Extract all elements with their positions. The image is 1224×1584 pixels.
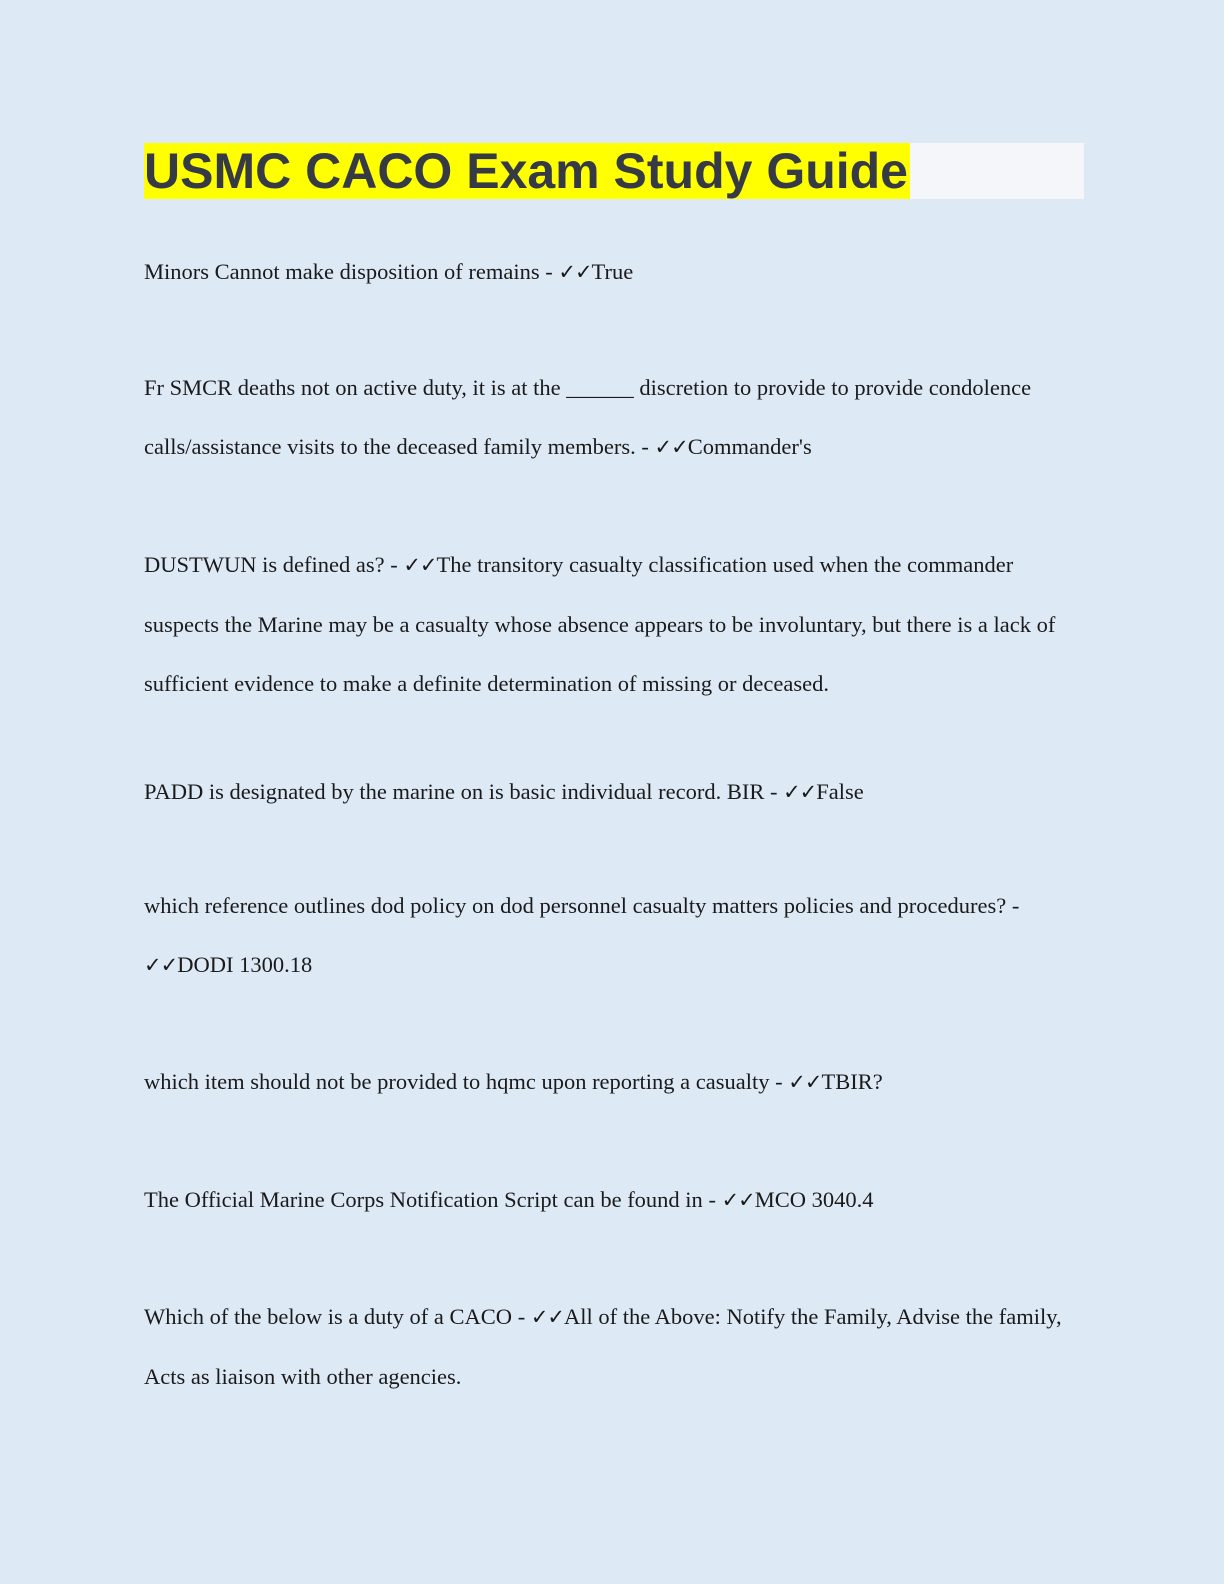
answer-text: TBIR? [821, 1069, 883, 1094]
qa-item [144, 242, 1084, 302]
check-mark-icon: ✓✓ [403, 553, 437, 577]
question-text: Minors Cannot make disposition of remains [144, 259, 540, 284]
qa-item [144, 876, 1084, 995]
separator: - [384, 552, 404, 577]
question-text: Which of the below is a duty of a CACO [144, 1304, 513, 1329]
answer-text: All of the Above: Notify the Family, Advise the family, Acts as liaison with other agencies. [144, 1304, 1062, 1389]
question-text: The Official Marine Corps Notification Script can be found in [144, 1187, 703, 1212]
check-mark-icon: ✓✓ [721, 1188, 755, 1212]
check-mark-icon: ✓✓ [558, 260, 592, 284]
separator: - [702, 1187, 722, 1212]
check-mark-icon: ✓✓ [788, 1070, 822, 1094]
qa-item [144, 1287, 1084, 1406]
question-text: DUSTWUN is defined as? [144, 552, 385, 577]
check-mark-icon: ✓✓ [783, 780, 817, 804]
answer-text: True [591, 259, 634, 284]
question-text: which item should not be provided to hqmc upon reporting a casualty [144, 1069, 770, 1094]
answer-text: DODI 1300.18 [177, 952, 313, 977]
separator: - [769, 1069, 789, 1094]
document-title: USMC CACO Exam Study Guide [144, 143, 908, 199]
answer-text: Commander's [687, 434, 812, 459]
answer-text: The transitory casualty classification used when the commander suspects the Marine may be a casualty whose absence appears to be involuntary, but there is a lack of sufficient evidence to make a definite determination of missing or deceased. [144, 552, 1056, 696]
separator: - [512, 1304, 531, 1329]
separator: - [635, 434, 655, 459]
qa-item [144, 1052, 1084, 1112]
check-mark-icon: ✓✓ [530, 1305, 565, 1329]
qa-item [144, 535, 1084, 713]
check-mark-icon: ✓✓ [144, 953, 178, 977]
check-mark-icon: ✓✓ [654, 435, 688, 459]
question-text: which reference outlines dod policy on dod personnel casualty matters policies and procedures? [144, 893, 1007, 918]
title-bar [144, 143, 1084, 199]
answer-text: MCO 3040.4 [754, 1187, 874, 1212]
qa-item [144, 762, 1084, 822]
question-text: Fr SMCR deaths not on active duty, it is at the ______ discretion to provide to provide condolence calls/assistance visits to the deceased family members. [144, 375, 1032, 459]
separator: - [1006, 893, 1020, 918]
question-text: PADD is designated by the marine on is basic individual record. BIR [144, 779, 765, 804]
answer-text: False [816, 779, 864, 804]
separator: - [539, 259, 559, 284]
qa-item [144, 358, 1084, 477]
qa-item [144, 1170, 1084, 1230]
separator: - [764, 779, 784, 804]
